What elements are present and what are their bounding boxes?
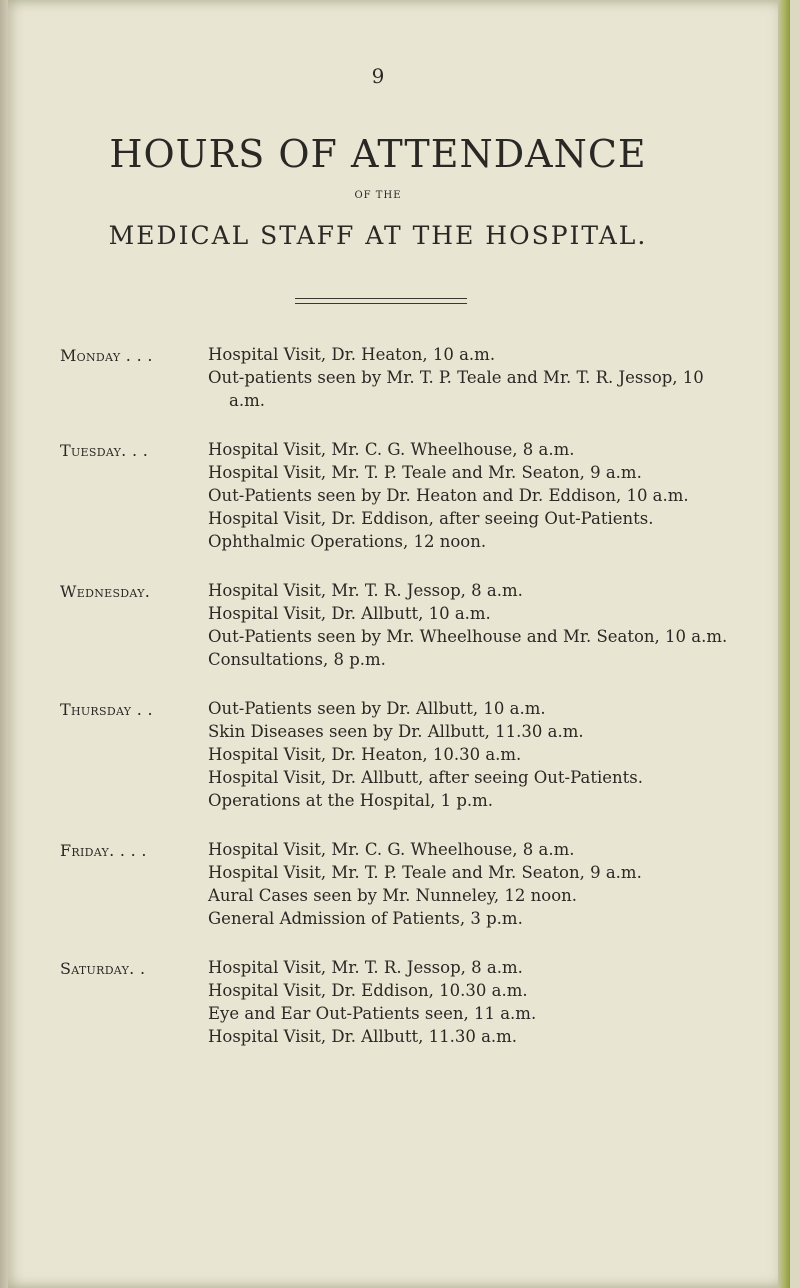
schedule-entry: Eye and Ear Out-Patients seen, 11 a.m. [208, 1004, 537, 1023]
day-entries [208, 956, 740, 1048]
schedule-entry: Out-patients seen by Mr. T. P. Teale and Mr. T. R. Jessop, 10 a.m. [208, 368, 704, 410]
schedule-entry: Hospital Visit, Mr. C. G. Wheelhouse, 8 a.m. [208, 840, 575, 859]
schedule-entry: Hospital Visit, Dr. Heaton, 10 a.m. [208, 345, 496, 364]
day-label: Saturday. . [60, 959, 146, 978]
schedule-entry: General Admission of Patients, 3 p.m. [208, 909, 523, 928]
schedule-entry: Hospital Visit, Dr. Allbutt, 10 a.m. [208, 604, 491, 623]
day-entries [208, 697, 740, 812]
page-title: HOURS OF ATTENDANCE [109, 132, 647, 176]
schedule-entry: Hospital Visit, Mr. T. R. Jessop, 8 a.m. [208, 958, 523, 977]
schedule-entry: Operations at the Hospital, 1 p.m. [208, 791, 494, 810]
day-label: Monday . . . [60, 346, 153, 365]
day-block-friday [60, 838, 740, 930]
day-block-thursday [60, 697, 740, 812]
page-edge-right [778, 0, 790, 1288]
schedule-entry: Ophthalmic Operations, 12 noon. [208, 532, 487, 551]
day-entries [208, 579, 740, 671]
schedule-entry: Hospital Visit, Dr. Heaton, 10.30 a.m. [208, 745, 522, 764]
schedule-entry: Hospital Visit, Mr. C. G. Wheelhouse, 8 a.m. [208, 440, 575, 459]
schedule-entry: Hospital Visit, Mr. T. P. Teale and Mr. Seaton, 9 a.m. [208, 863, 642, 882]
day-entries [208, 838, 740, 930]
day-block-wednesday [60, 579, 740, 671]
schedule-entry: Out-Patients seen by Dr. Allbutt, 10 a.m. [208, 699, 546, 718]
day-entries [208, 343, 740, 412]
page-subtitle: MEDICAL STAFF AT THE HOSPITAL. [108, 221, 648, 250]
day-block-tuesday [60, 438, 740, 553]
day-label: Friday. . . . [60, 841, 147, 860]
schedule-entry: Out-Patients seen by Dr. Heaton and Dr. Eddison, 10 a.m. [208, 486, 689, 505]
schedule-entry: Hospital Visit, Mr. T. R. Jessop, 8 a.m. [208, 581, 523, 600]
schedule-entry: Hospital Visit, Dr. Allbutt, after seeing Out-Patients. [208, 768, 643, 787]
day-label: Wednesday. [60, 582, 151, 601]
attendance-schedule [60, 343, 740, 1074]
schedule-entry: Skin Diseases seen by Dr. Allbutt, 11.30 a.m. [208, 722, 584, 741]
double-rule-divider [295, 298, 467, 304]
day-label: Tuesday. . . [60, 441, 149, 460]
day-label: Thursday . . [60, 700, 153, 719]
day-entries [208, 438, 740, 553]
schedule-entry: Aural Cases seen by Mr. Nunneley, 12 noon. [208, 886, 578, 905]
schedule-entry: Hospital Visit, Dr. Eddison, after seeing Out-Patients. [208, 509, 654, 528]
subtitle-connector: OF THE [354, 190, 402, 201]
day-block-saturday [60, 956, 740, 1048]
schedule-entry: Hospital Visit, Dr. Eddison, 10.30 a.m. [208, 981, 528, 1000]
schedule-entry: Hospital Visit, Dr. Allbutt, 11.30 a.m. [208, 1027, 518, 1046]
page-number: 9 [371, 64, 385, 88]
document-page [8, 0, 790, 1288]
schedule-entry: Consultations, 8 p.m. [208, 650, 386, 669]
schedule-entry: Out-Patients seen by Mr. Wheelhouse and Mr. Seaton, 10 a.m. [208, 627, 728, 646]
schedule-entry: Hospital Visit, Mr. T. P. Teale and Mr. Seaton, 9 a.m. [208, 463, 642, 482]
day-block-monday [60, 343, 740, 412]
